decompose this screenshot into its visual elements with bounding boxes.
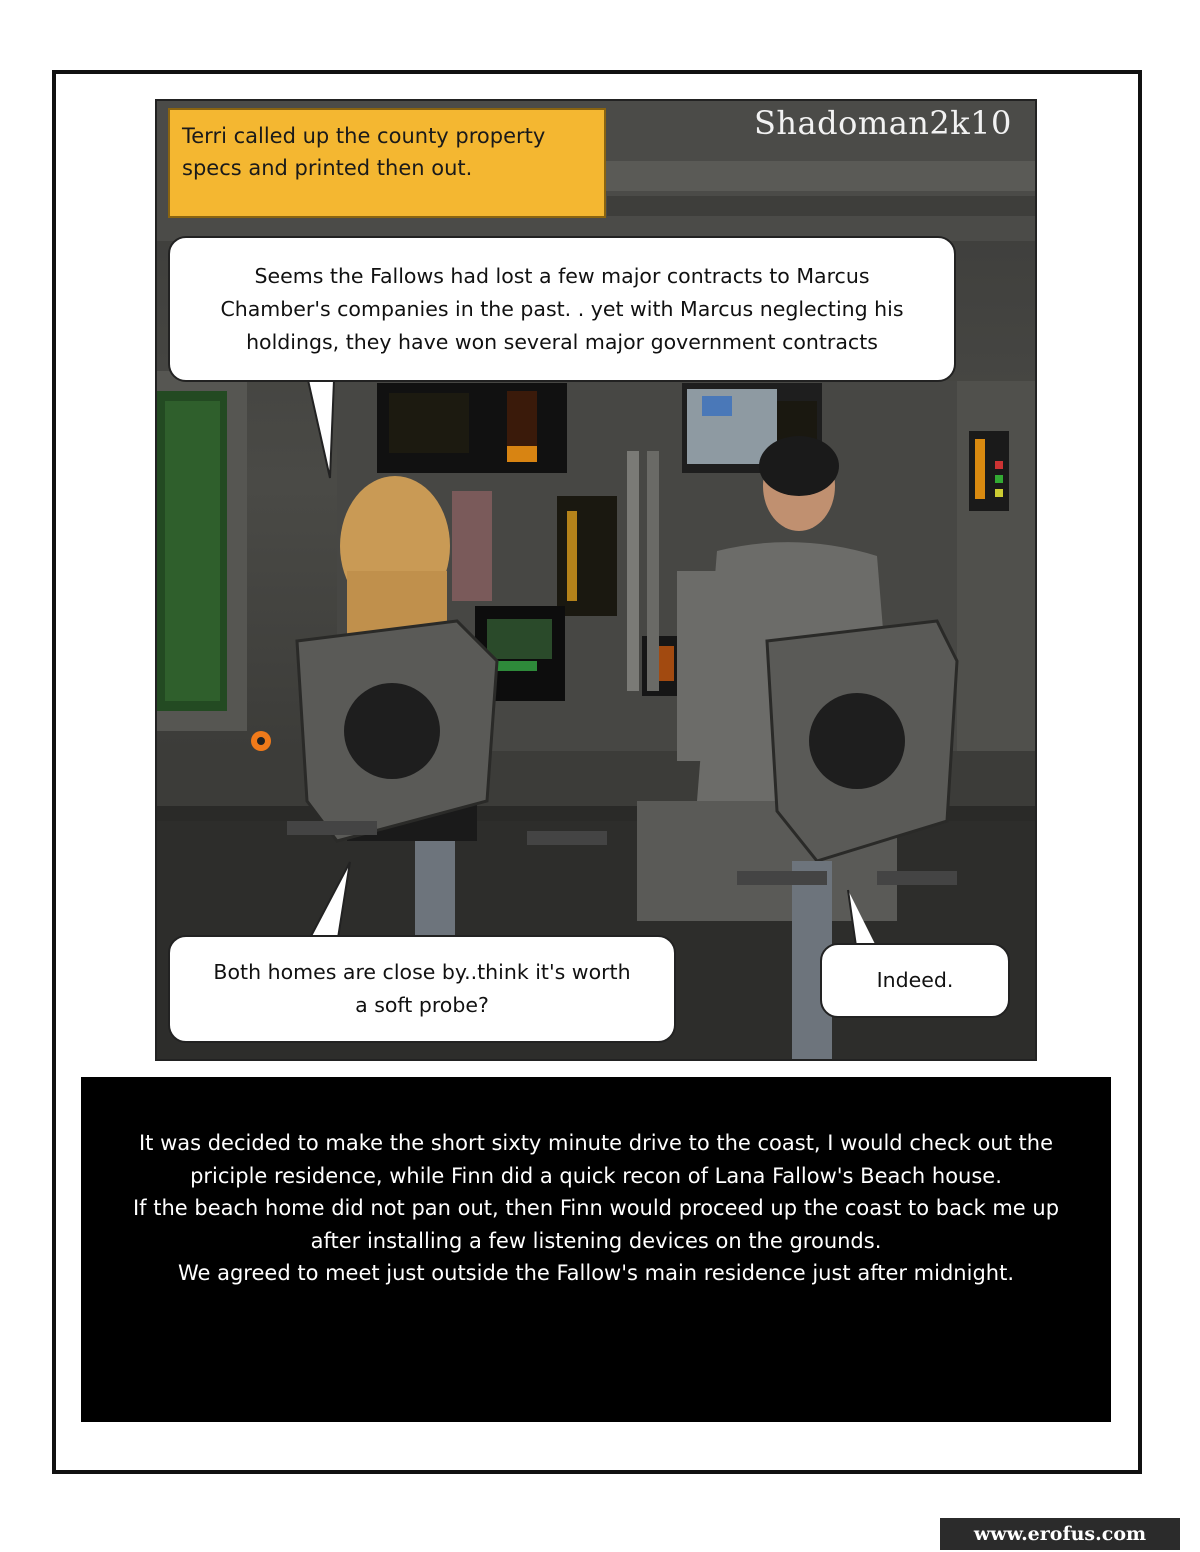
caption-box	[168, 108, 606, 218]
narration-line: priciple residence, while Finn did a quick recon of Lana Fallow's Beach house.	[190, 1163, 1002, 1188]
speech-bubble-bottom-right	[820, 943, 1010, 1018]
speech-line-2: a soft probe?	[355, 993, 489, 1017]
narration-box	[81, 1077, 1111, 1422]
narration-line: after installing a few listening devices on the grounds.	[310, 1228, 882, 1253]
speech-line-1: Seems the Fallows had lost a few major contracts to Marcus	[254, 263, 870, 288]
narration-line: If the beach home did not pan out, then Finn would proceed up the coast to back me up	[132, 1196, 1060, 1220]
speech-bubble-top	[168, 236, 956, 382]
artist-signature: Shadoman2k10	[754, 104, 1012, 142]
speech-line-2: Chamber's companies in the past. . yet with Marcus neglecting his	[220, 296, 904, 321]
speech-bubble-bottom-left	[168, 935, 676, 1043]
narration-line: It was decided to make the short sixty minute drive to the coast, I would check out the	[138, 1131, 1054, 1155]
caption-line-1: Terri called up the county property	[182, 124, 546, 148]
bubble-tail-bottom-left	[298, 860, 358, 940]
speech-line-1: Indeed.	[876, 968, 954, 992]
site-watermark: www.erofus.com	[940, 1518, 1180, 1550]
bubble-tail-bottom-right	[840, 888, 880, 948]
speech-line-1: Both homes are close by..think it's worth	[213, 960, 631, 984]
narration-line: We agreed to meet just outside the Fallow's main residence just after midnight.	[177, 1261, 1014, 1285]
speech-line-3: holdings, they have won several major government contracts	[246, 329, 878, 354]
bubble-tail-top	[300, 378, 340, 480]
caption-line-2: specs and printed then out.	[182, 156, 473, 180]
